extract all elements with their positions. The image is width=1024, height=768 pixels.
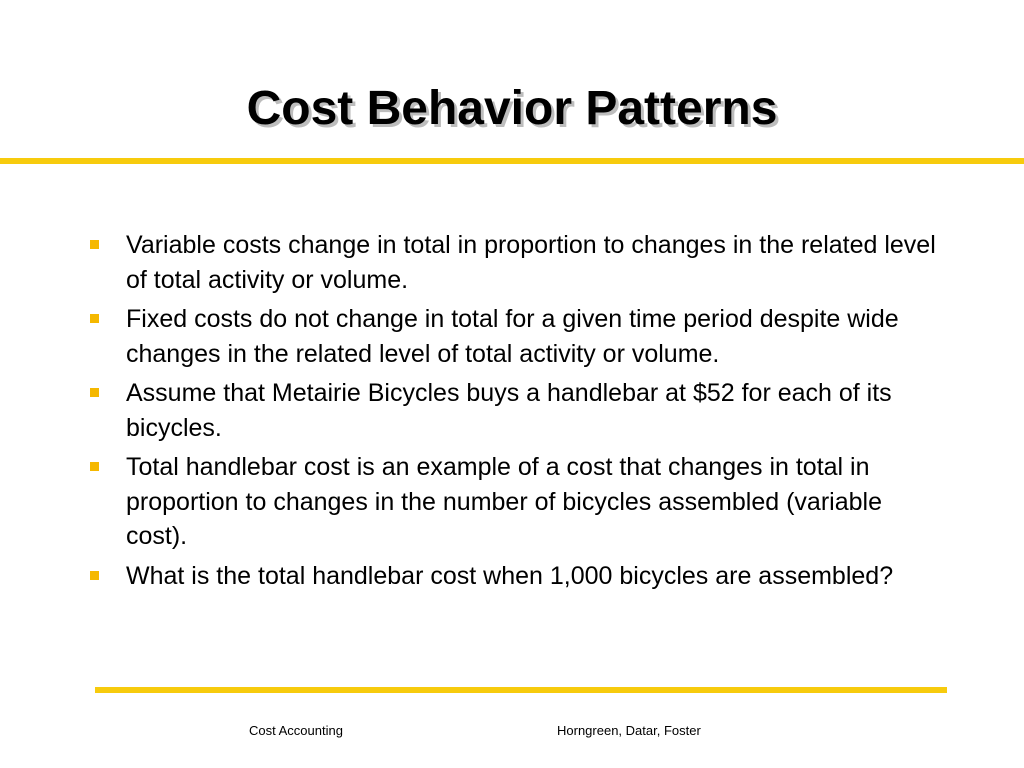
bullet-item: [86, 228, 946, 297]
bullet-text: Total handlebar cost is an example of a cost that changes in total in proportion to changes in the number of bicycles assembled (variable cost).: [126, 453, 882, 550]
square-bullet-icon: [90, 240, 99, 249]
bullet-item: [86, 559, 946, 594]
slide-title: Cost Behavior Patterns: [246, 82, 778, 135]
square-bullet-icon: [90, 388, 99, 397]
bullet-item: [86, 376, 946, 445]
square-bullet-icon: [90, 462, 99, 471]
top-divider: [0, 158, 1024, 164]
square-bullet-icon: [90, 571, 99, 580]
footer-authors: Horngreen, Datar, Foster: [557, 723, 701, 738]
footer-course: Cost Accounting: [249, 723, 343, 738]
bullet-item: [86, 450, 946, 554]
bullet-item: [86, 302, 946, 371]
bullet-text: Fixed costs do not change in total for a given time period despite wide changes in the related level of total activity or volume.: [126, 305, 899, 368]
bullet-list: [86, 228, 946, 598]
bullet-text: What is the total handlebar cost when 1,000 bicycles are assembled?: [126, 561, 894, 590]
bullet-text: Variable costs change in total in proportion to changes in the related level of total activity or volume.: [126, 231, 936, 294]
bullet-text: Assume that Metairie Bicycles buys a handlebar at $52 for each of its bicycles.: [126, 379, 892, 442]
bottom-divider: [95, 687, 947, 693]
square-bullet-icon: [90, 314, 99, 323]
